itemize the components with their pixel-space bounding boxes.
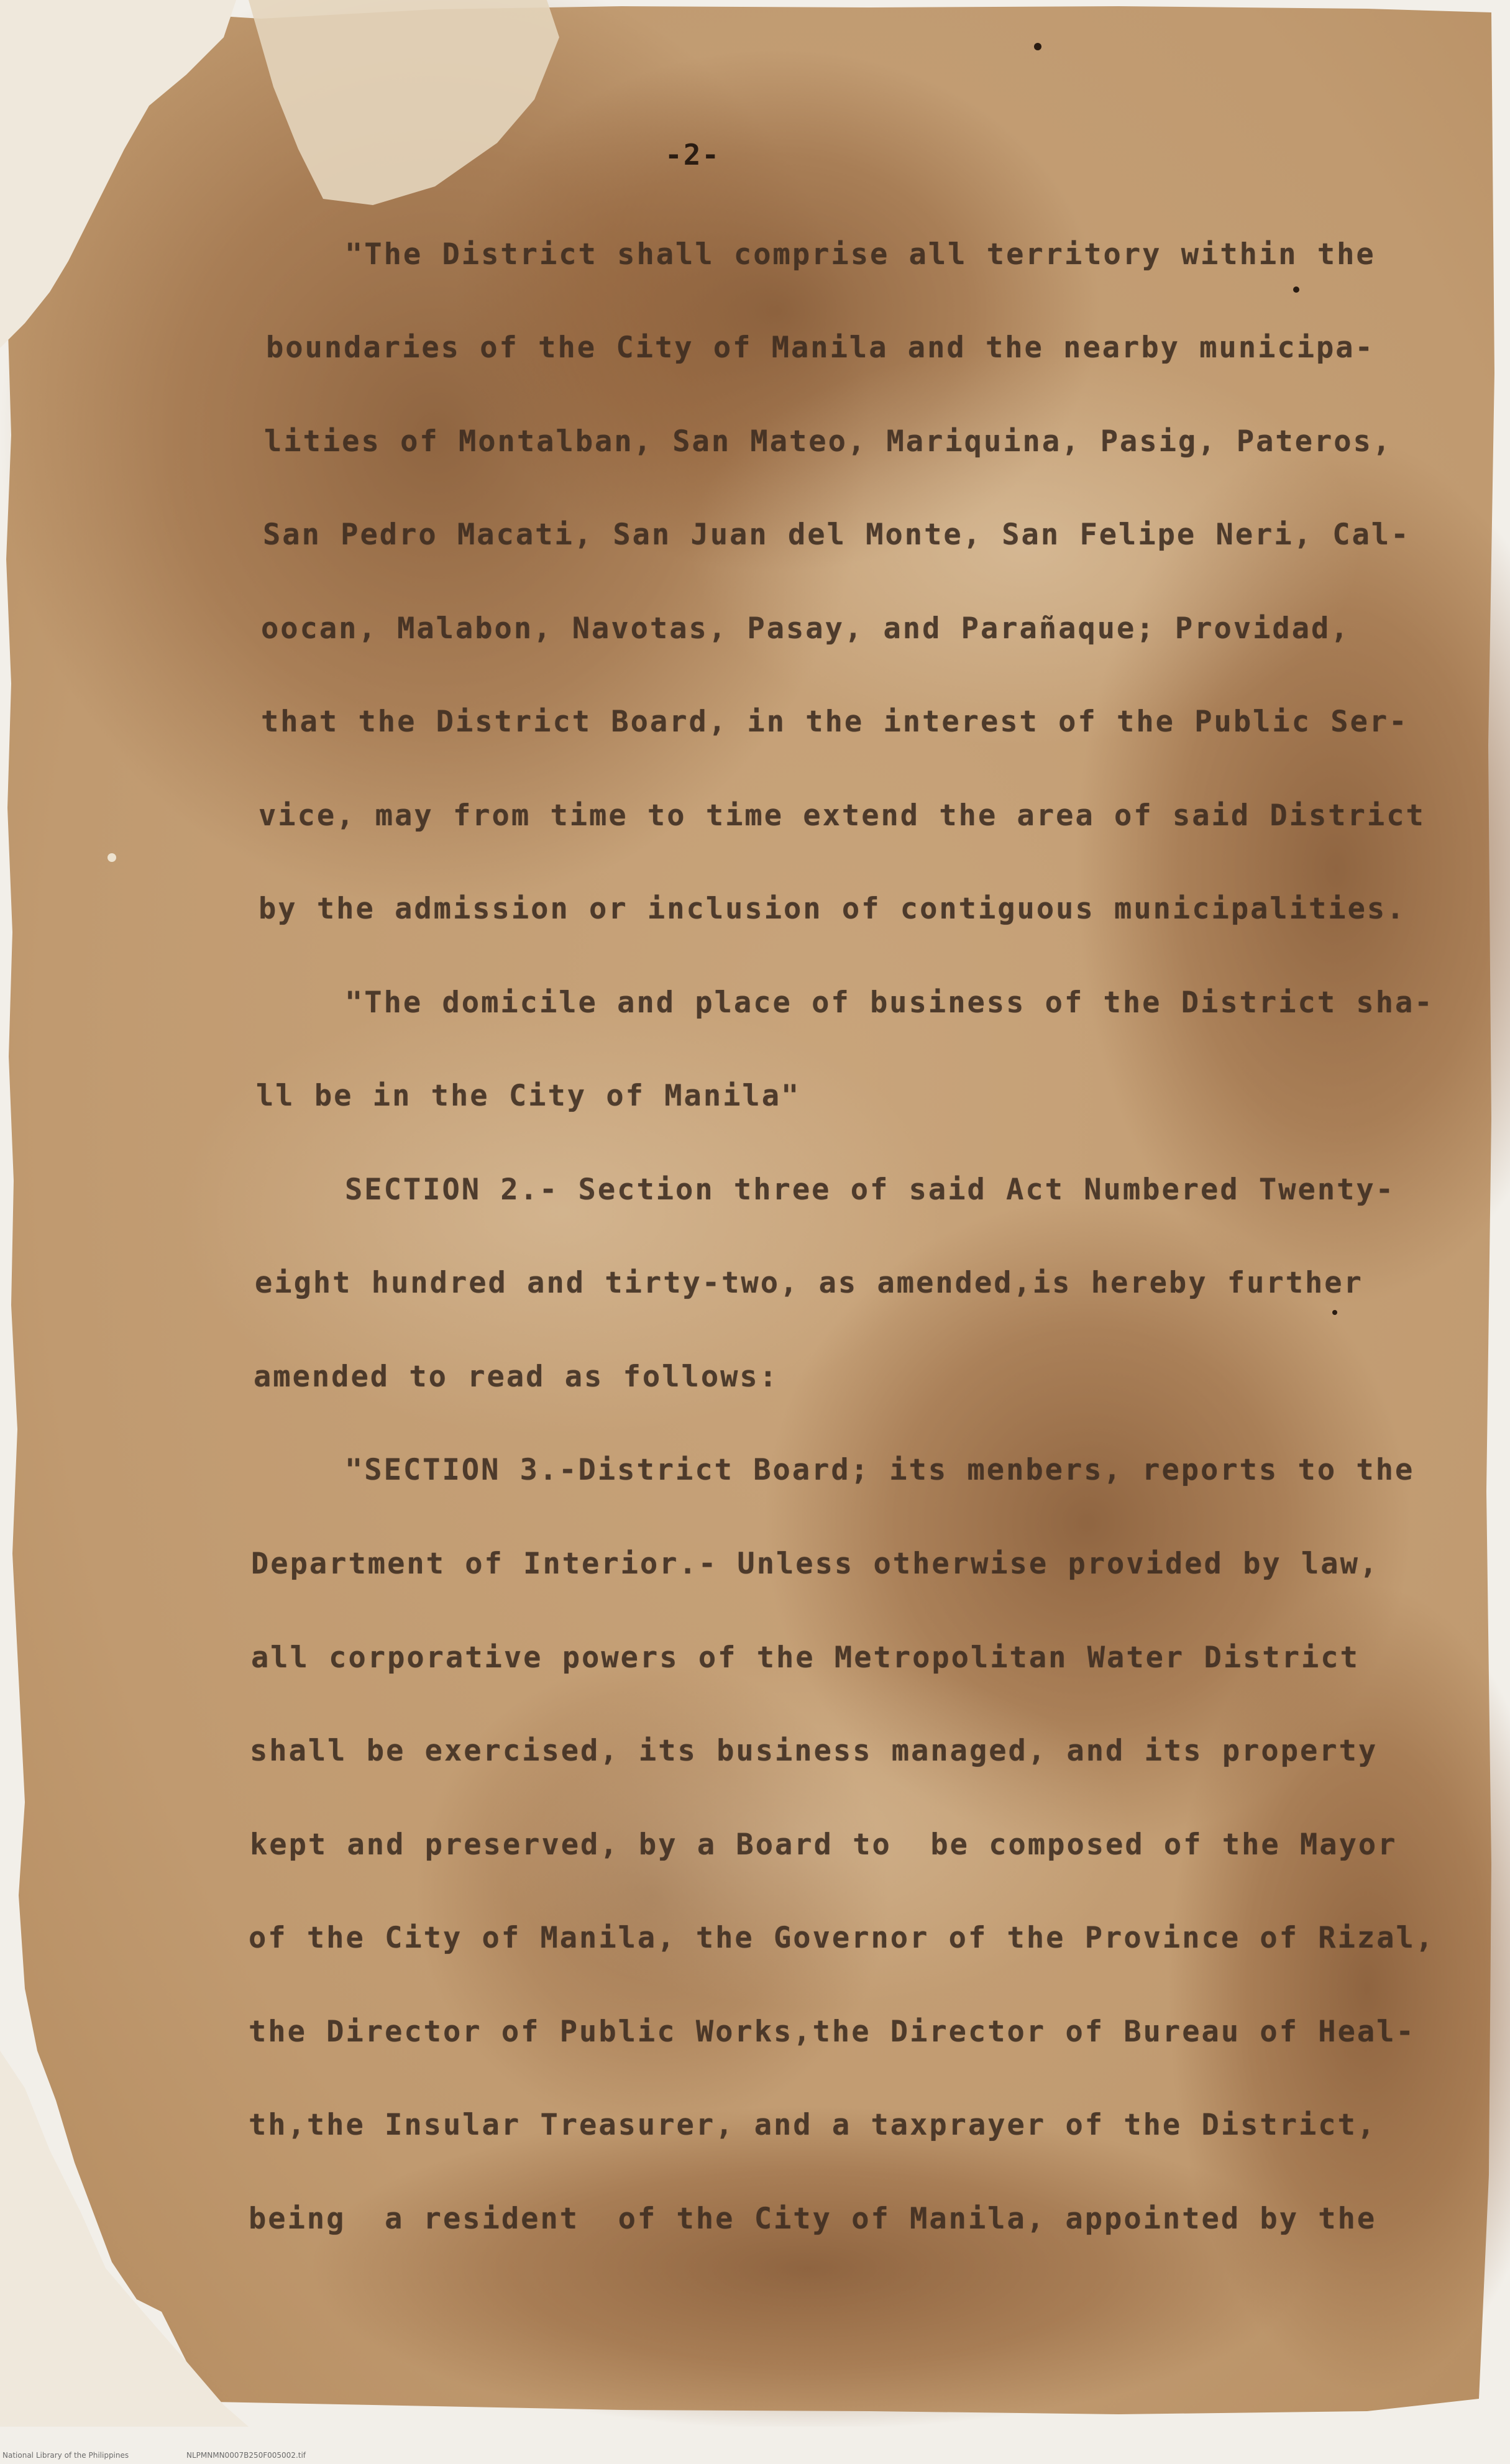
paper-fleck: [108, 853, 116, 862]
document-line: the Director of Public Works,the Director of Bureau of Heal-: [249, 2015, 1416, 2049]
document-line: San Pedro Macati, San Juan del Monte, San Felipe Neri, Cal-: [263, 518, 1411, 552]
document-line: being a resident of the City of Manila, appointed by the: [249, 2202, 1377, 2236]
document-line: "The domicile and place of business of the District sha-: [345, 986, 1434, 1020]
document-line: shall be exercised, its business managed, and its property: [250, 1734, 1378, 1768]
document-line: boundaries of the City of Manila and the nearby municipa-: [266, 331, 1375, 365]
document-line: th,the Insular Treasurer, and a taxprayer of the District,: [249, 2108, 1377, 2142]
document-line: all corporative powers of the Metropolitan Water District: [251, 1641, 1360, 1675]
paper-fleck: [1293, 286, 1299, 293]
scan-footer-caption: National Library of the Philippines: [2, 2451, 129, 2460]
document-line: Department of Interior.- Unless otherwise provided by law,: [251, 1547, 1380, 1581]
document-line: vice, may from time to time extend the area of said District: [259, 799, 1425, 833]
paper-fleck: [1034, 43, 1041, 50]
document-line: lities of Montalban, San Mateo, Mariquina, Pasig, Pateros,: [264, 424, 1393, 459]
document-line: that the District Board, in the interest of the Public Ser-: [261, 705, 1409, 739]
scan-footer-filename: NLPMNMN0007B250F005002.tif: [186, 2451, 306, 2460]
water-stain: [311, 2107, 1305, 2427]
document-line: kept and preserved, by a Board to be composed of the Mayor: [250, 1828, 1398, 1862]
page-number: -2-: [665, 138, 721, 172]
document-line: ll be in the City of Manila": [256, 1079, 801, 1113]
document-line: "SECTION 3.-District Board; its menbers, reports to the: [345, 1453, 1415, 1487]
document-line: by the admission or inclusion of contiguous municipalities.: [259, 892, 1406, 926]
paper-fleck: [1332, 1310, 1337, 1315]
document-line: amended to read as follows:: [254, 1360, 779, 1394]
document-line: "The District shall comprise all territory within the: [345, 237, 1376, 272]
document-line: SECTION 2.- Section three of said Act Numbered Twenty-: [345, 1173, 1396, 1207]
document-line: eight hundred and tirty-two, as amended,is hereby further: [255, 1266, 1363, 1300]
document-line: oocan, Malabon, Navotas, Pasay, and Parañaque; Providad,: [261, 611, 1350, 646]
document-line: of the City of Manila, the Governor of the Province of Rizal,: [249, 1921, 1435, 1955]
